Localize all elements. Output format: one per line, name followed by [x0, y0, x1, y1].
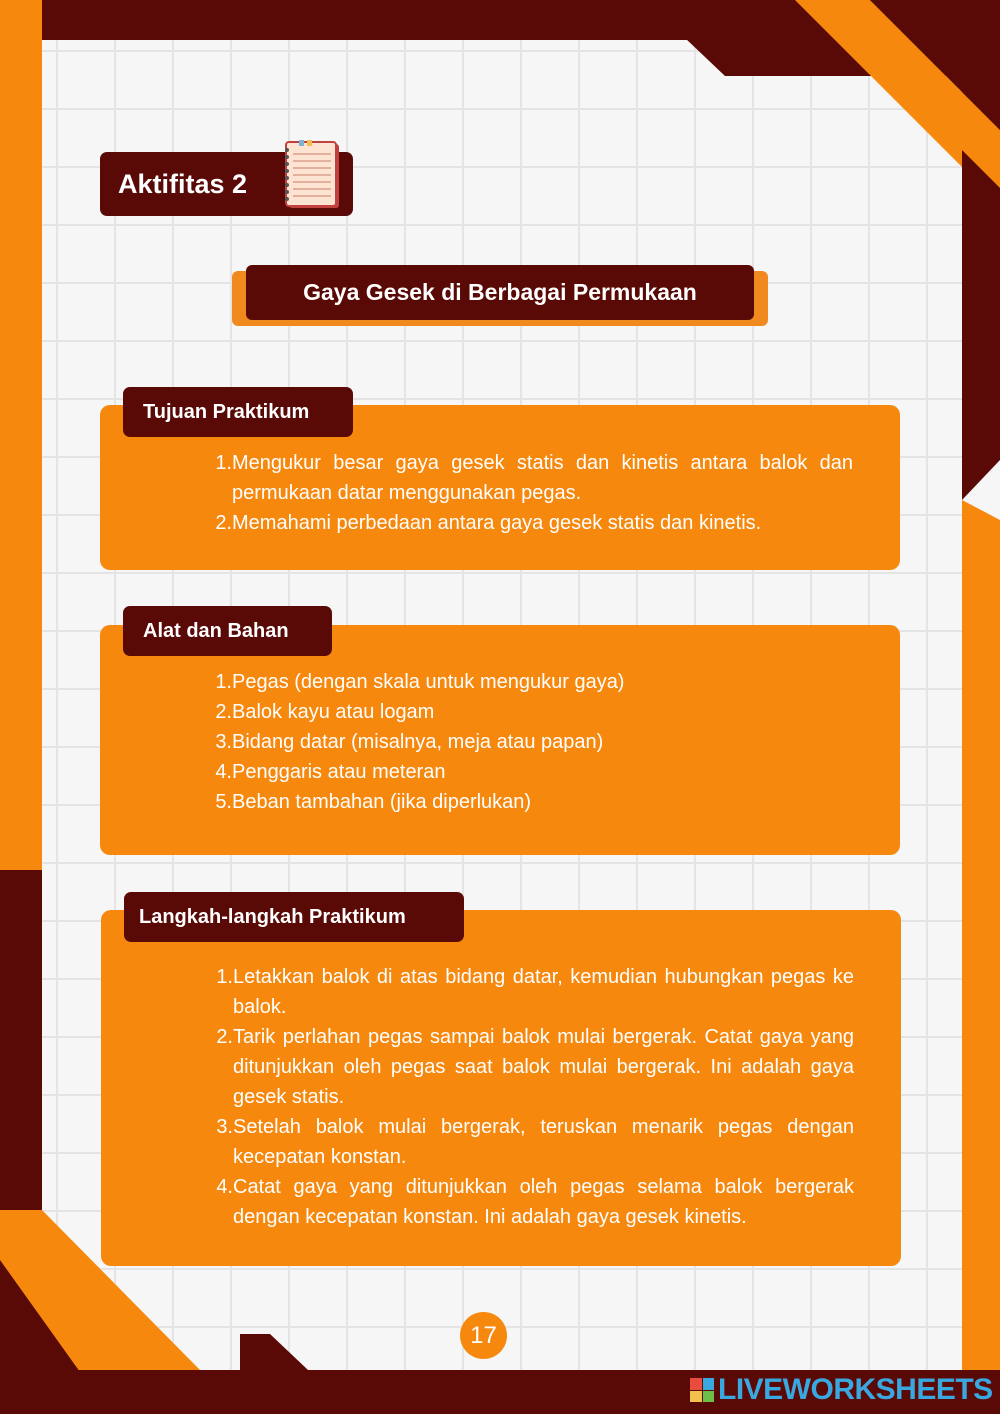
item-text: Pegas (dengan skala untuk mengukur gaya): [232, 671, 625, 693]
list-item: [184, 697, 853, 727]
item-number: 1.: [215, 452, 232, 474]
list-item: [184, 787, 853, 817]
page-title: [246, 265, 754, 320]
item-number: 4.: [215, 761, 232, 783]
activity-text: Aktifitas 2: [118, 168, 248, 199]
liveworksheets-icon: [690, 1378, 714, 1402]
item-text: Setelah balok mulai bergerak, teruskan menarik pegas dengan kecepatan konstan.: [233, 1116, 854, 1168]
list-item: [184, 727, 853, 757]
item-number: 4.: [216, 1176, 233, 1198]
item-text: Tarik perlahan pegas sampai balok mulai bergerak. Catat gaya yang ditunjukkan oleh pegas saat balok mulai bergerak. Ini adalah gaya gesek statis.: [233, 1026, 854, 1108]
item-number: 1.: [216, 966, 233, 988]
list-item: [184, 508, 853, 538]
alat-list: [184, 667, 853, 817]
section-card-langkah: [101, 910, 901, 1266]
section-card-alat: [100, 625, 900, 855]
section-heading-text: Langkah-langkah Praktikum: [139, 905, 406, 928]
item-text: Bidang datar (misalnya, meja atau papan): [232, 731, 604, 753]
list-item: [185, 1172, 854, 1232]
list-item: [184, 757, 853, 787]
item-number: 2.: [215, 512, 232, 534]
section-heading-langkah: [124, 892, 464, 942]
item-text: Beban tambahan (jika diperlukan): [232, 791, 532, 813]
list-item: [184, 667, 853, 697]
list-item: [185, 1022, 854, 1112]
item-number: 1.: [215, 671, 232, 693]
liveworksheets-text: LIVEWORKSHEETS: [718, 1373, 993, 1406]
item-text: Letakkan balok di atas bidang datar, kemudian hubungkan pegas ke balok.: [233, 966, 854, 1018]
item-text: Penggaris atau meteran: [232, 761, 446, 783]
page-number: [460, 1312, 507, 1359]
list-item: [185, 962, 854, 1022]
item-number: 3.: [216, 1116, 233, 1138]
list-item: [185, 1112, 854, 1172]
page-title-text: Gaya Gesek di Berbagai Permukaan: [303, 279, 697, 305]
item-text: Balok kayu atau logam: [232, 701, 435, 723]
section-heading-alat: [123, 606, 332, 656]
page-number-text: 17: [470, 1321, 497, 1349]
item-number: 5.: [215, 791, 232, 813]
item-number: 2.: [215, 701, 232, 723]
section-heading-text: Tujuan Praktikum: [143, 400, 310, 423]
item-number: 3.: [215, 731, 232, 753]
item-text: Mengukur besar gaya gesek statis dan kinetis antara balok dan permukaan datar menggunakan pegas.: [232, 452, 853, 504]
liveworksheets-logo[interactable]: [690, 1374, 993, 1406]
list-item: [184, 448, 853, 508]
item-text: Catat gaya yang ditunjukkan oleh pegas selama balok bergerak dengan kecepatan konstan. Ini adalah gaya gesek kinetis.: [233, 1176, 854, 1228]
tujuan-list: [184, 448, 853, 538]
langkah-list: [185, 962, 854, 1232]
item-text: Memahami perbedaan antara gaya gesek statis dan kinetis.: [232, 512, 762, 534]
item-number: 2.: [216, 1026, 233, 1048]
section-heading-tujuan: [123, 387, 353, 437]
section-heading-text: Alat dan Bahan: [143, 619, 289, 642]
notebook-icon: [283, 140, 341, 210]
